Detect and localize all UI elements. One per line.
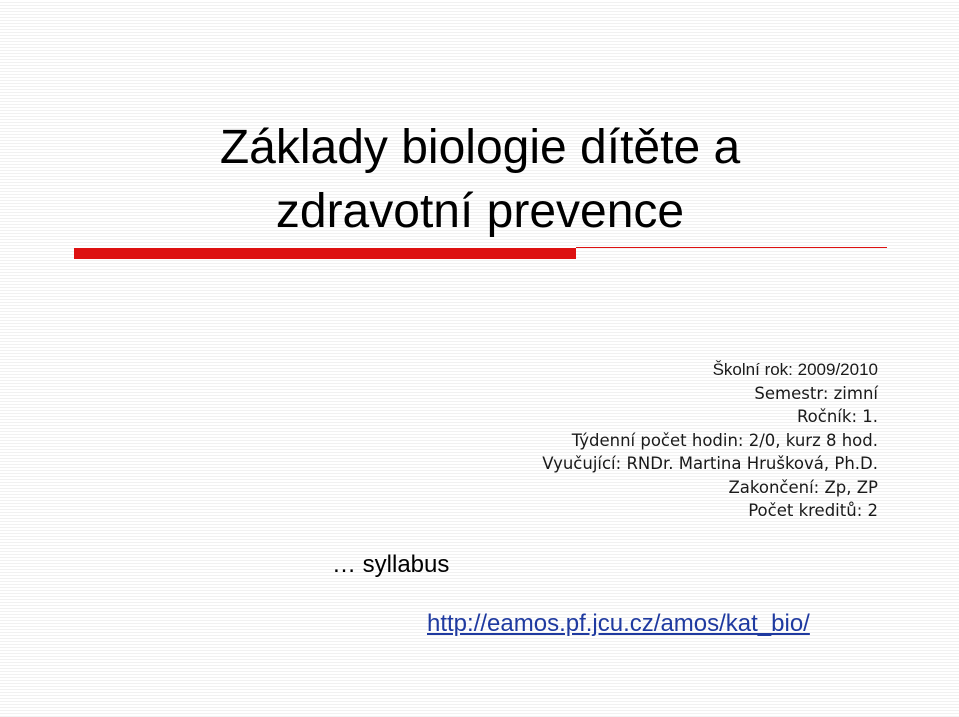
info-completion: Zakončení: Zp, ZP xyxy=(728,477,878,497)
info-semester: Semestr: zimní xyxy=(754,383,878,403)
info-credits: Počet kreditů: 2 xyxy=(748,501,878,520)
title-underline-thin xyxy=(576,247,887,248)
info-school-year: Školní rok: 2009/2010 xyxy=(712,360,878,379)
syllabus-link[interactable]: http://eamos.pf.jcu.cz/amos/kat_bio/ xyxy=(427,610,810,637)
info-year-of-study: Ročník: 1. xyxy=(796,407,878,426)
title-line-2: zdravotní prevence xyxy=(275,185,685,238)
title-line-1: Základy biologie dítěte a xyxy=(219,121,741,174)
course-info xyxy=(542,358,878,523)
info-teacher: Vyučující: RNDr. Martina Hrušková, Ph.D. xyxy=(542,454,878,473)
info-weekly-hours: Týdenní počet hodin: 2/0, kurz 8 hod. xyxy=(571,430,878,450)
slide-title xyxy=(100,116,860,244)
title-underline-thick xyxy=(74,248,576,259)
syllabus-label: … syllabus xyxy=(332,551,450,578)
